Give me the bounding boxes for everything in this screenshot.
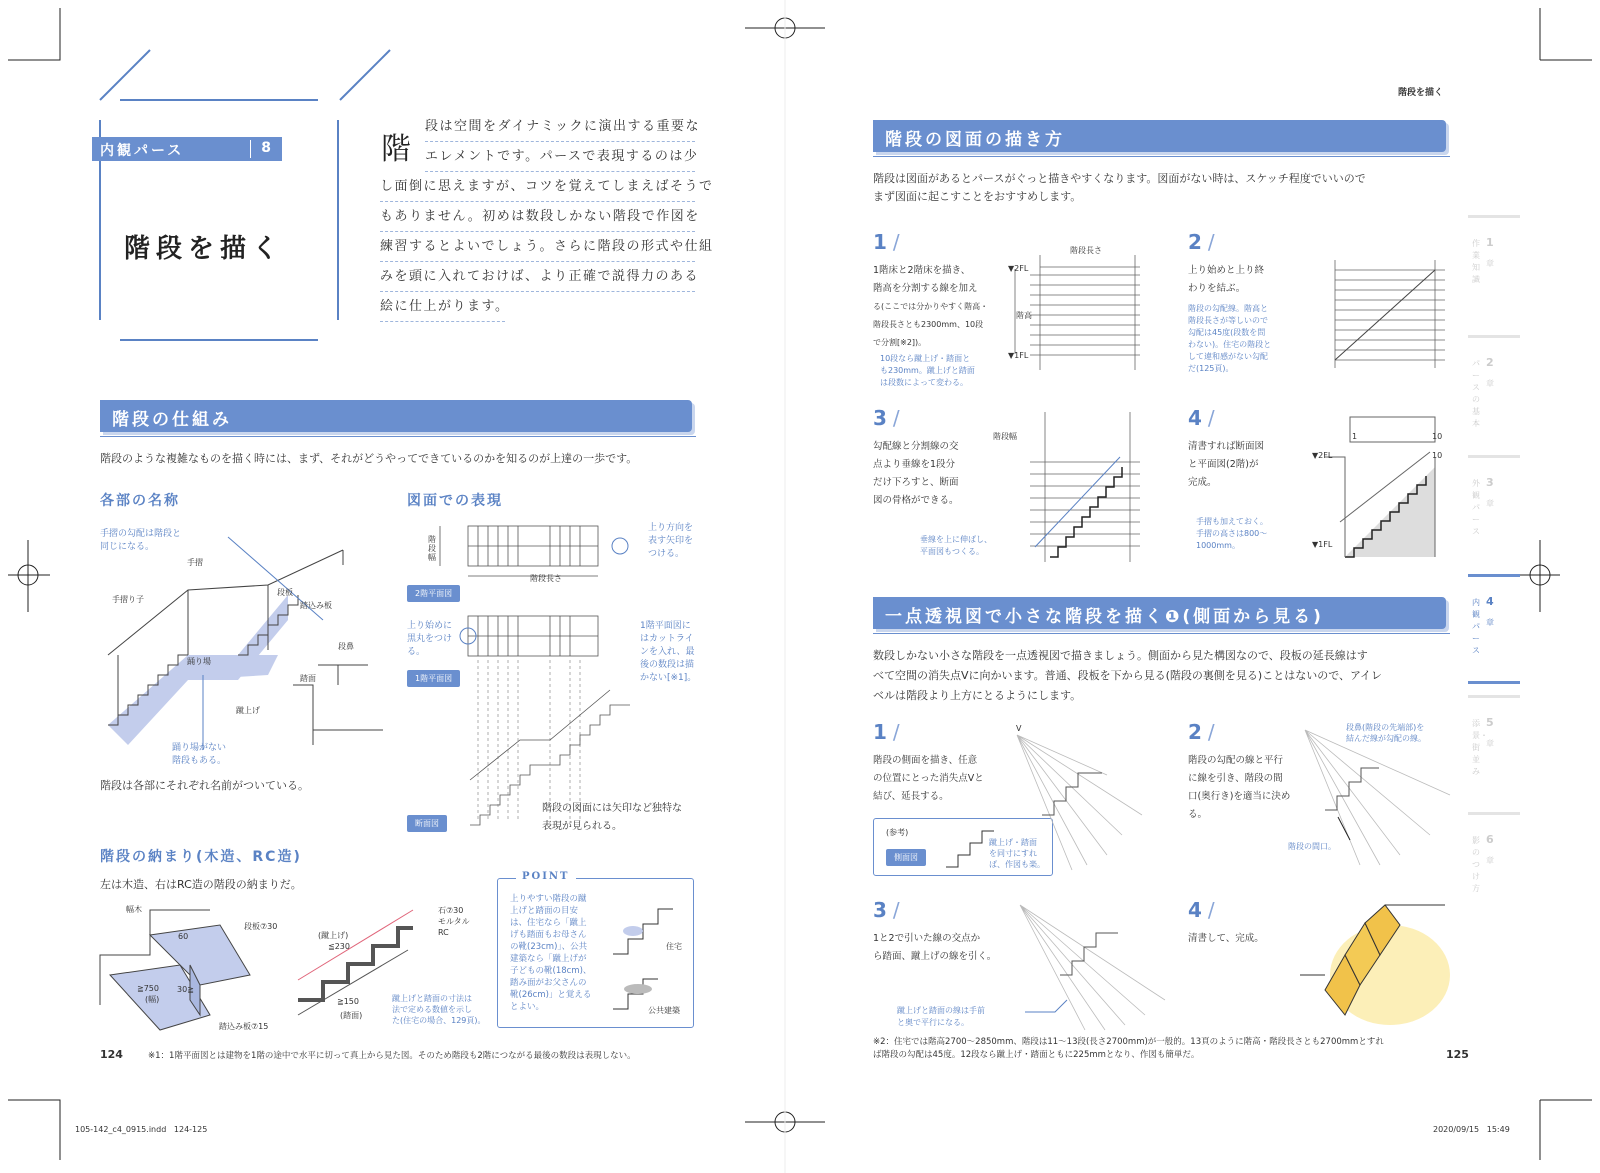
step-note (920, 534, 992, 558)
page-title: 階段を描く (124, 234, 285, 264)
detail-lead: 左は木造、右はRC造の階段の納まりだ。 (100, 878, 302, 891)
label-1fl: ▼1FL (1008, 351, 1029, 360)
chapter-index-5[interactable] (1468, 695, 1520, 805)
chapter-suffix: 章 (1486, 739, 1494, 748)
text-line: 点より垂線を1段分 (873, 459, 956, 470)
label-step-10: 10 (1432, 432, 1443, 441)
point-label-house: 住宅 (666, 942, 682, 951)
label-step-10b: 10 (1432, 451, 1443, 460)
label-tread-board: 段板 (277, 588, 293, 597)
note-line: 手摺も加えておく。 (1196, 517, 1268, 526)
note-up-arrow (648, 522, 693, 561)
note-line: はカットライ (640, 634, 694, 644)
wood-label-60: 60 (178, 932, 189, 941)
point-line: の靴(23cm)」、公共 (510, 942, 588, 952)
step-number: 3 / (873, 898, 900, 922)
note-line: 手摺の勾配は階段と (100, 529, 182, 539)
subheading-part-names: 各部の名称 (100, 493, 180, 509)
chapter-suffix: 章 (1486, 856, 1494, 865)
note-start-dot (407, 620, 452, 659)
lead-line: ベルは階段より上方にとるようにします。 (873, 689, 1082, 702)
chapter-label: 内観パース (1472, 598, 1480, 655)
rc-label-mortar: モルタル (438, 917, 470, 926)
step-num: 4 (1188, 406, 1202, 430)
chapter-suffix: 章 (1486, 259, 1494, 268)
chapter-index-1[interactable] (1468, 215, 1520, 325)
text-line: 図の骨格ができる。 (873, 495, 959, 506)
chapter-num: 6 (1486, 833, 1494, 846)
point-line: 踏み面がお父さんの (510, 978, 587, 988)
section3-lead (873, 646, 1382, 706)
section-heading-one-point: 一点透視図で小さな階段を描く❶(側面から見る) (873, 597, 1446, 629)
lead-line: べて空間の消失点Vに向かいます。普通、段板を下から見る(階段の裏側を見る)ことはないので、アイレ (873, 669, 1383, 682)
text-line: 階高を分割する線を加え (873, 283, 978, 294)
note-line: も230mm。蹴上げと踏面 (880, 366, 975, 375)
step-number: 2 / (1188, 720, 1215, 744)
text-line: だけ下ろすと、断面 (873, 477, 959, 488)
point-line: 子どもの靴(18cm)、 (510, 966, 592, 976)
footnote-line: ば階段の勾配は45度。12段なら蹴上げ・踏面ともに225mmとなり、作図も簡単だ。 (873, 1050, 1200, 1060)
caption-line: 表現が見られる。 (542, 821, 622, 832)
label-stair-width: 階段幅 (993, 432, 1017, 441)
section-heading-drawing-method: 階段の図面の描き方 (873, 120, 1446, 152)
caption-line: 階段の図面には矢印など独特な (542, 803, 682, 814)
note-line: る。 (407, 647, 426, 657)
subheading-detail: 階段の納まり(木造、RC造) (100, 849, 302, 865)
text-line: 階段長さとも2300mm、10段 (873, 320, 984, 329)
date-info: 2020/09/15 15:49 (1433, 1125, 1510, 1134)
point-line: とよい。 (510, 1002, 545, 1012)
intro-line: エレメントです。パースで表現するのは少 (425, 142, 695, 172)
point-line: は、住宅なら「蹴上 (510, 918, 587, 928)
text-line: る。 (1188, 809, 1208, 820)
point-line: 靴(26cm)」と覚える (510, 990, 592, 1000)
rc-label-150: ≧150 (337, 997, 359, 1006)
intro-line: 絵に仕上がります。 (380, 292, 505, 322)
step-number: 1 / (873, 720, 900, 744)
text-line: 1階床と2階床を描き、 (873, 265, 971, 276)
text-line: わりを結ぶ。 (1188, 283, 1246, 294)
step-number: 1 / (873, 230, 900, 254)
caption-drawing (542, 800, 682, 836)
note-line: かない[※1]。 (640, 673, 697, 683)
chapter-num: 3 (1486, 476, 1494, 489)
point-line: 上りやすい階段の蹴 (510, 894, 587, 904)
step-note (897, 1005, 985, 1029)
note-line: 垂線を上に伸ばし、 (920, 535, 992, 544)
wood-label-30: 30≧ (177, 985, 194, 994)
intro-line: し面倒に思えますが、コツを覚えてしまえばそうで (380, 172, 695, 202)
text-line: 完成。 (1188, 477, 1217, 488)
note-line: 上り方向を (648, 523, 694, 533)
note-cut-line (640, 620, 696, 685)
note-line: 蹴上げと踏面の線は手前 (897, 1006, 985, 1015)
label-baluster: 手摺り子 (112, 595, 144, 604)
label-stair-length: 階段長さ (530, 574, 562, 583)
rc-note (392, 993, 486, 1026)
subheading-drawing-expression: 図面での表現 (407, 493, 503, 509)
note-line: 黒丸をつけ (407, 634, 453, 644)
text-line: の位置にとった消失点Vと (873, 773, 984, 784)
text-line: に線を引き、階段の間 (1188, 773, 1283, 784)
label-stair-length: 階段長さ (1070, 246, 1102, 255)
wood-label-baseboard: 幅木 (126, 905, 142, 914)
chapter-index-3[interactable] (1468, 455, 1520, 565)
tag-side-view: 側面図 (886, 849, 926, 866)
step-text (873, 262, 988, 352)
vanishing-lines-diagram (1012, 730, 1152, 870)
chapter-label: 影のつけ方 (1472, 836, 1480, 893)
label-1fl: ▼1FL (1312, 540, 1333, 549)
label-landing: 踊り場 (187, 657, 211, 666)
note-line: 同じになる。 (100, 542, 155, 552)
step-text (873, 438, 959, 510)
chapter-index-4[interactable] (1468, 574, 1520, 684)
wood-label-tread: 段板⑦30 (244, 922, 278, 931)
note-line: 階段の勾配線。階高と (1188, 304, 1268, 313)
wood-label-riser: 踏込み板⑦15 (219, 1022, 269, 1031)
note-line: だ(125頁)。 (1188, 364, 1234, 373)
rc-label-rc: RC (438, 928, 449, 937)
intro-line: 練習するとよいでしょう。さらに階段の形式や仕組 (380, 232, 695, 262)
note-handrail-slope (100, 528, 181, 554)
chapter-label: 作業知識 (1472, 239, 1480, 284)
point-text (510, 893, 591, 1013)
text-line: 上り始めと上り終 (1188, 265, 1265, 276)
step-text (1188, 262, 1264, 298)
step-text (873, 752, 984, 806)
label-step-1: 1 (1352, 432, 1358, 441)
step-note (1196, 516, 1268, 552)
step-num: 1 (873, 230, 887, 254)
note-line: た(住宅の場合、129頁)。 (392, 1016, 486, 1025)
final-section-plan-diagram (1320, 412, 1450, 562)
page-number-left: 124 (100, 1048, 123, 1061)
reference-title: (参考) (886, 828, 909, 837)
note-line: 蹴上げと踏面の寸法は (392, 994, 472, 1003)
step-num: 3 (873, 406, 887, 430)
wood-label-width: ≧750 (137, 984, 159, 993)
point-line: 上げと踏面の目安 (510, 906, 579, 916)
section-skeleton-diagram (1030, 412, 1140, 562)
section-lead: 階段のような複雑なものを描く時には、まず、それがどうやってできているのかを知るのが上達の一歩です。 (100, 452, 638, 465)
note-line: 手摺の高さは800～ (1196, 529, 1268, 538)
chapter-index-2[interactable] (1468, 335, 1520, 445)
rc-label-230: ≦230 (328, 942, 350, 951)
intro-line: みを頭に入れておけば、より正確で説得力のある (380, 262, 695, 292)
step-note (880, 353, 975, 389)
intro-line: もありません。初めは数段しかない階段で作図を (380, 202, 695, 232)
chapter-label: 外観パース (1472, 479, 1480, 536)
chapter-num: 1 (1486, 236, 1494, 249)
step-num: 2 (1188, 230, 1202, 254)
step-number: 3 / (873, 406, 900, 430)
label-riser: 蹴上げ (236, 706, 260, 715)
note-line: 1階平面図に (640, 621, 691, 631)
rc-label-tread: (踏面) (340, 1011, 363, 1020)
text-line: 階段の側面を描き、任意 (873, 755, 978, 766)
chapter-suffix: 章 (1486, 499, 1494, 508)
lead-line: 数段しかない小さな階段を一点透視図で描きましょう。側面から見た構図なので、段板の延長線はす (873, 649, 1368, 662)
text-line: ら踏面、蹴上げの線を引く。 (873, 951, 997, 962)
chapter-index-6[interactable] (1468, 812, 1520, 922)
page-number-right: 125 (1446, 1048, 1469, 1061)
text-line: 清書すれば断面図 (1188, 441, 1265, 452)
note-line: 1000mm。 (1196, 541, 1240, 550)
tag-2f-plan: 2階平面図 (407, 585, 460, 602)
intro-line: 段は空間をダイナミックに演出する重要な (425, 112, 695, 142)
chapter-num: 5 (1486, 716, 1494, 729)
tag-section: 断面図 (407, 815, 447, 832)
label-nosing: 段鼻 (338, 642, 354, 651)
note-line: と奥で平行になる。 (897, 1018, 969, 1027)
file-info: 105-142_c4_0915.indd 124-125 (75, 1125, 208, 1134)
text-line: 結び、延長する。 (873, 791, 949, 802)
label-riser-board: 踏込み板 (300, 601, 332, 610)
chapter-tag-label: 内観パース (100, 143, 185, 159)
label-handrail: 手摺 (187, 558, 203, 567)
label-stair-width: 階段幅 (428, 535, 436, 562)
intro-paragraph (380, 112, 714, 322)
slope-line-diagram (1320, 260, 1450, 370)
step-num: 3 (873, 898, 887, 922)
tag-1f-plan: 1階平面図 (407, 670, 460, 687)
chapter-suffix: 章 (1486, 618, 1494, 627)
chapter-label: 添景・街並み (1472, 719, 1488, 776)
caption-part-names: 階段は各部にそれぞれ名前がついている。 (100, 779, 309, 792)
note-line: は段数によって変わる。 (880, 378, 968, 387)
chapter-num: 2 (1486, 356, 1494, 369)
rc-label-riser: (蹴上げ) (318, 931, 349, 940)
note-line: 表す矢印を (648, 536, 694, 546)
rc-label-stone: 石⑦30 (438, 906, 464, 915)
note-line: 10段なら蹴上げ・踏面と (880, 354, 971, 363)
footnote-right (873, 1036, 1384, 1062)
point-line: げも踏面もお母さん (510, 930, 587, 940)
step-text (1188, 438, 1264, 492)
footnote-line: ※2：住宅では階高2700～2850mm、階段は11～13段(長さ2700mm)が一般的。13頁のように階高・階段長さとも2700mmとすれ (873, 1037, 1384, 1047)
note-line: 階段もある。 (172, 756, 227, 766)
step-num: 2 (1188, 720, 1202, 744)
text-line: 勾配線と分割線の交 (873, 441, 959, 452)
text-line: 階段の勾配の線と平行 (1188, 755, 1284, 766)
step-number: 4 / (1188, 898, 1215, 922)
drop-cap: 階 (381, 132, 411, 167)
label-2fl: ▼2FL (1008, 264, 1029, 273)
note-line: つける。 (648, 549, 685, 559)
note-line: 法で定める数値を示し (392, 1005, 472, 1014)
step-number: 2 / (1188, 230, 1215, 254)
text-line: と平面図(2階)が (1188, 459, 1259, 470)
note-line: 階段長さが等しいので (1188, 316, 1268, 325)
step-note-bottom: 階段の間口。 (1288, 842, 1336, 851)
stair-parts-illustration (88, 525, 378, 765)
label-floor-height: 階高 (1016, 311, 1032, 320)
point-label-public: 公共建築 (648, 1006, 680, 1015)
chapter-num: 4 (1486, 595, 1494, 608)
text-line: 1と2で引いた線の交点か (873, 933, 981, 944)
step-num: 4 (1188, 898, 1202, 922)
chapter-number: 8 (250, 140, 274, 158)
step-text (873, 930, 996, 966)
step-num: 1 (873, 720, 887, 744)
chapter-tag (92, 137, 282, 161)
tread-riser-lines-diagram (1015, 900, 1155, 1030)
note-line: を同寸にすれ (989, 849, 1037, 858)
step-number: 4 / (1188, 406, 1215, 430)
note-no-landing (172, 742, 226, 768)
note-line: わない)。住宅の階段と (1188, 340, 1272, 349)
note-line: 結んだ線が勾配の線。 (1346, 734, 1426, 743)
note-line: 蹴上げ・踏面 (989, 838, 1037, 847)
wood-label-width-note: (幅) (145, 995, 160, 1004)
step-text (1188, 752, 1290, 824)
text-line: る(ここでは分かりやすく階高・ (873, 302, 989, 311)
step-text: 清書して、完成。 (1188, 933, 1264, 944)
point-line: 建築なら「蹴上げが (510, 954, 587, 964)
lead-line: 階段は図面があるとパースがぐっと描きやすくなります。図面がない時は、スケッチ程度でいいので (873, 172, 1366, 185)
lead-line: まず図面に起こすことをおすすめします。 (873, 190, 1082, 203)
point-title: POINT (516, 871, 576, 882)
text-line: で分割[※2])。 (873, 338, 927, 347)
section2-lead (873, 170, 1366, 206)
label-tread: 踏面 (300, 674, 316, 683)
text-line: 口(奥行き)を適当に決め (1188, 791, 1291, 802)
note-line: して違和感がない勾配 (1188, 352, 1268, 361)
note-line: 後の数段は描 (640, 660, 695, 670)
footnote-left: ※1：1階平面図とは建物を1階の途中で水平に切って真上から見た図。そのため階段も2階につながる最後の数段は表現しない。 (148, 1051, 636, 1061)
finished-stair-illustration (1300, 905, 1450, 1025)
chapter-label: パースの基本 (1472, 359, 1480, 428)
note-line: 平面図もつくる。 (920, 547, 984, 556)
note-line: 上り始めに (407, 621, 453, 631)
note-line: ンを入れ、最 (640, 647, 695, 657)
chapter-suffix: 章 (1486, 379, 1494, 388)
running-head: 階段を描く (1398, 88, 1444, 98)
note-line: ば、作図も楽。 (989, 860, 1045, 869)
note-line: 段鼻(階段の先端部)を (1346, 723, 1425, 732)
vanishing-point-label: V (1016, 724, 1022, 733)
label-2fl: ▼2FL (1312, 451, 1333, 460)
shoe-stair-icons (608, 899, 678, 1019)
note-line: 踊り場がない (172, 743, 227, 753)
step-note (1188, 303, 1271, 375)
section-heading-mechanism: 階段の仕組み (100, 400, 692, 432)
point-box (497, 871, 694, 1028)
note-line: 勾配は45度(段数を問 (1188, 328, 1266, 337)
